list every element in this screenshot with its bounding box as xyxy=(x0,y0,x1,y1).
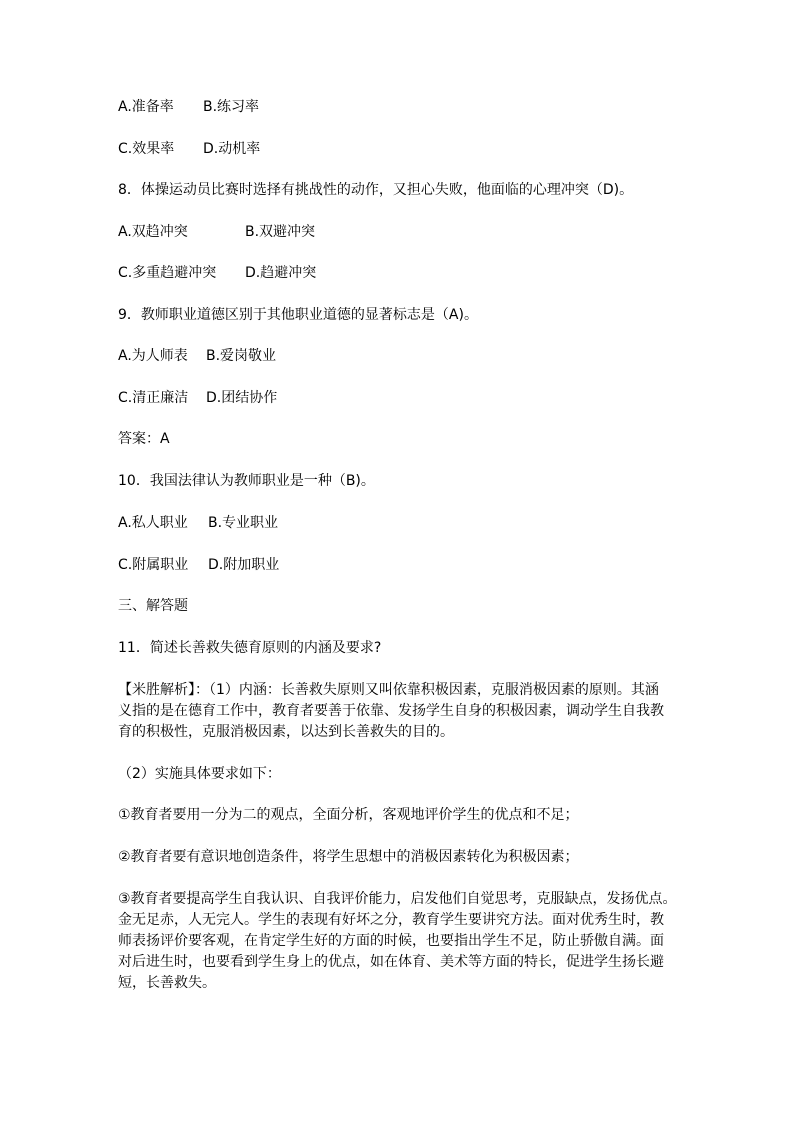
option-a: A.双趋冲突 xyxy=(118,224,188,240)
analysis-line: 育的积极性，克服消极因素，以达到长善救失的目的。 xyxy=(118,724,454,740)
option-c: C.效果率 xyxy=(118,141,175,157)
requirement-3-line: 师表扬评价要客观，在肯定学生好的方面的时候，也要指出学生不足，防止骄傲自满。面 xyxy=(118,933,664,949)
requirement-3-line: 金无足赤，人无完人。学生的表现有好坏之分，教育学生要讲究方法。面对优秀生时，教 xyxy=(118,912,664,928)
requirement-3-line: ③教育者要提高学生自我认识、自我评价能力，启发他们自觉思考，克服缺点，发扬优点。 xyxy=(118,891,677,907)
option-a: A.准备率 xyxy=(118,99,174,115)
requirement-3 xyxy=(118,889,677,994)
q10-options-row2 xyxy=(118,555,280,576)
q9-options-row2 xyxy=(118,388,278,409)
requirement-3-line: 短，长善救失。 xyxy=(118,975,216,991)
option-d: D.动机率 xyxy=(203,141,261,157)
q8-options-row2 xyxy=(118,263,317,284)
q11-question: 11．简述长善救失德育原则的内涵及要求? xyxy=(118,640,382,656)
option-d: D.附加职业 xyxy=(208,557,280,573)
section-title: 三、解答题 xyxy=(118,598,188,614)
requirement-1: ①教育者要用一分为二的观点，全面分析，客观地评价学生的优点和不足； xyxy=(118,807,579,823)
q10-question: 10．我国法律认为教师职业是一种（B)。 xyxy=(118,473,375,489)
q7-options-row1 xyxy=(118,97,260,118)
option-b: B.专业职业 xyxy=(208,515,279,531)
requirement-3-line: 对后进生时，也要看到学生身上的优点，如在体育、美术等方面的特长，促进学生扬长避 xyxy=(118,954,664,970)
option-a: A.为人师表 xyxy=(118,348,188,364)
requirement-2: ②教育者要有意识地创造条件，将学生思想中的消极因素转化为积极因素； xyxy=(118,849,579,865)
q8-options-row1 xyxy=(118,222,316,243)
requirements-title: （2）实施具体要求如下： xyxy=(118,766,281,782)
q9-options-row1 xyxy=(118,346,277,367)
option-d: D.趋避冲突 xyxy=(245,265,317,281)
option-b: B.双避冲突 xyxy=(245,224,316,240)
option-c: C.清正廉洁 xyxy=(118,390,189,406)
analysis-line: 【米胜解析】：（1）内涵：长善救失原则又叫依靠积极因素，克服消极因素的原则。其涵 xyxy=(118,682,659,698)
q8-question: 8．体操运动员比赛时选择有挑战性的动作，又担心失败，他面临的心理冲突（D)。 xyxy=(118,182,634,198)
q11-analysis xyxy=(118,680,664,743)
option-d: D.团结协作 xyxy=(206,390,278,406)
analysis-line: 义指的是在德育工作中，教育者要善于依靠、发扬学生自身的积极因素，调动学生自我教 xyxy=(118,703,664,719)
option-c: C.附属职业 xyxy=(118,557,189,573)
option-a: A.私人职业 xyxy=(118,515,188,531)
option-b: B.练习率 xyxy=(203,99,260,115)
option-b: B.爱岗敬业 xyxy=(206,348,277,364)
q7-options-row2 xyxy=(118,139,261,160)
q10-options-row1 xyxy=(118,513,279,534)
option-c: C.多重趋避冲突 xyxy=(118,265,217,281)
q9-question: 9．教师职业道德区别于其他职业道德的显著标志是（A)。 xyxy=(118,307,478,323)
q9-answer: 答案：A xyxy=(118,431,170,447)
